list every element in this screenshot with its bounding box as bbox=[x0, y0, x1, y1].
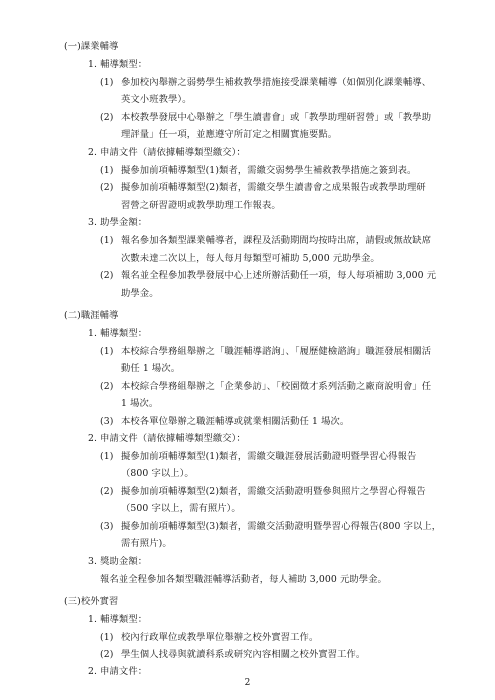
sub-item-text: 擬參加前項輔導類型(2)類者，需繳交活動證明暨參與照片之學習心得報告 bbox=[121, 486, 426, 497]
sub-item-text: 本校教學發展中心舉辦之「學生讀書會」或「教學助理研習營」或「教學助 bbox=[121, 112, 432, 123]
item-label: 2. 申請文件（請依據輔導類型繳交）： bbox=[88, 147, 246, 158]
sub-item-number: (1) bbox=[100, 632, 114, 643]
item-label: 3. 獎助金額： bbox=[88, 556, 148, 567]
section-title: (一)課業輔導 bbox=[64, 41, 119, 52]
item-label: 2. 申請文件（請依據輔導類型繳交）： bbox=[88, 433, 246, 444]
page-number: 2 bbox=[244, 678, 251, 688]
sub-item-text: （800 字以上）。 bbox=[121, 468, 194, 479]
sub-item-text: 英文小班教學）。 bbox=[121, 94, 192, 105]
sub-item-text: 本校綜合學務組舉辦之「職涯輔導諮詢」、「履歷健檢諮詢」職涯發展相關活 bbox=[121, 346, 432, 357]
sub-item-text: 報名參加各類型課業輔導者，課程及活動期間均按時出席，請假或無故缺席 bbox=[121, 235, 432, 246]
item-label: 1. 輔導類型： bbox=[88, 328, 148, 339]
sub-item-text: （500 字以上，需有照片）。 bbox=[121, 503, 241, 514]
sub-item-text: 擬參加前項輔導類型(3)類者，需繳交活動證明暨學習心得報告(800 字以上， bbox=[121, 521, 442, 532]
sub-item-text: 報名並全程參加教學發展中心上述所辦活動任一項，每人每項補助 3,000 元 bbox=[121, 270, 437, 281]
sub-item-number: (2) bbox=[100, 381, 114, 392]
sub-item-number: (2) bbox=[100, 486, 114, 497]
sub-item-text: 本校各單位舉辦之職涯輔導或就業相關活動任 1 場次。 bbox=[121, 416, 350, 427]
sub-item-text: 擬參加前項輔導類型(1)類者，需繳交職涯發展活動證明暨學習心得報告 bbox=[121, 451, 417, 462]
sub-item-number: (2) bbox=[100, 112, 114, 123]
sub-item-text: 擬參加前項輔導類型(1)類者，需繳交弱勢學生補救教學措施之簽到表。 bbox=[121, 165, 417, 176]
sub-item-number: (3) bbox=[100, 521, 114, 532]
section-title: (二)職涯輔導 bbox=[64, 310, 119, 321]
sub-item-number: (1) bbox=[100, 451, 114, 462]
item-label: 1. 輔導類型： bbox=[88, 59, 148, 70]
sub-item-text: 需有照片)。 bbox=[121, 538, 172, 549]
sub-item-text: 參加校內舉辦之弱勢學生補救教學措施接受課業輔導（如個別化課業輔導、 bbox=[121, 77, 432, 88]
sub-item-text: 習營之研習證明或教學助理工作報表。 bbox=[121, 200, 281, 211]
sub-item-number: (1) bbox=[100, 165, 114, 176]
sub-item-number: (1) bbox=[100, 346, 114, 357]
sub-item-text: 動任 1 場次。 bbox=[121, 363, 181, 374]
sub-item-number: (3) bbox=[100, 416, 114, 427]
sub-item-number: (1) bbox=[100, 235, 114, 246]
sub-item-text: 次數未達二次以上，每人每月每類型可補助 5,000 元助學金。 bbox=[121, 253, 380, 264]
sub-item-text: 校內行政單位或教學單位舉辦之校外實習工作。 bbox=[121, 632, 319, 643]
sub-item-text: 擬參加前項輔導類型(2)類者，需繳交學生讀書會之成果報告或教學助理研 bbox=[121, 182, 426, 193]
sub-item-text: 本校綜合學務組舉辦之「企業參訪」、「校園徵才系列活動之廠商說明會」任 bbox=[121, 381, 432, 392]
sub-item-text: 1 場次。 bbox=[121, 398, 159, 409]
sub-item-number: (1) bbox=[100, 77, 114, 88]
sub-item-text: 理評量」任一項，並應遵守所訂定之相關實施要點。 bbox=[121, 129, 338, 140]
item-label: 3. 助學金額： bbox=[88, 217, 148, 228]
sub-item-number: (2) bbox=[100, 649, 114, 660]
section-title: (三)校外實習 bbox=[64, 596, 119, 607]
item-label: 2. 申請文件： bbox=[88, 666, 148, 677]
sub-item-number: (2) bbox=[100, 182, 114, 193]
item-label: 1. 輔導類型： bbox=[88, 614, 148, 625]
sub-item-text: 助學金。 bbox=[121, 288, 159, 299]
item-text: 報名並全程參加各類型職涯輔導活動者，每人補助 3,000 元助學金。 bbox=[100, 574, 387, 585]
sub-item-number: (2) bbox=[100, 270, 114, 281]
sub-item-text: 學生個人找尋與就讀科系或研究內容相關之校外實習工作。 bbox=[121, 649, 366, 660]
